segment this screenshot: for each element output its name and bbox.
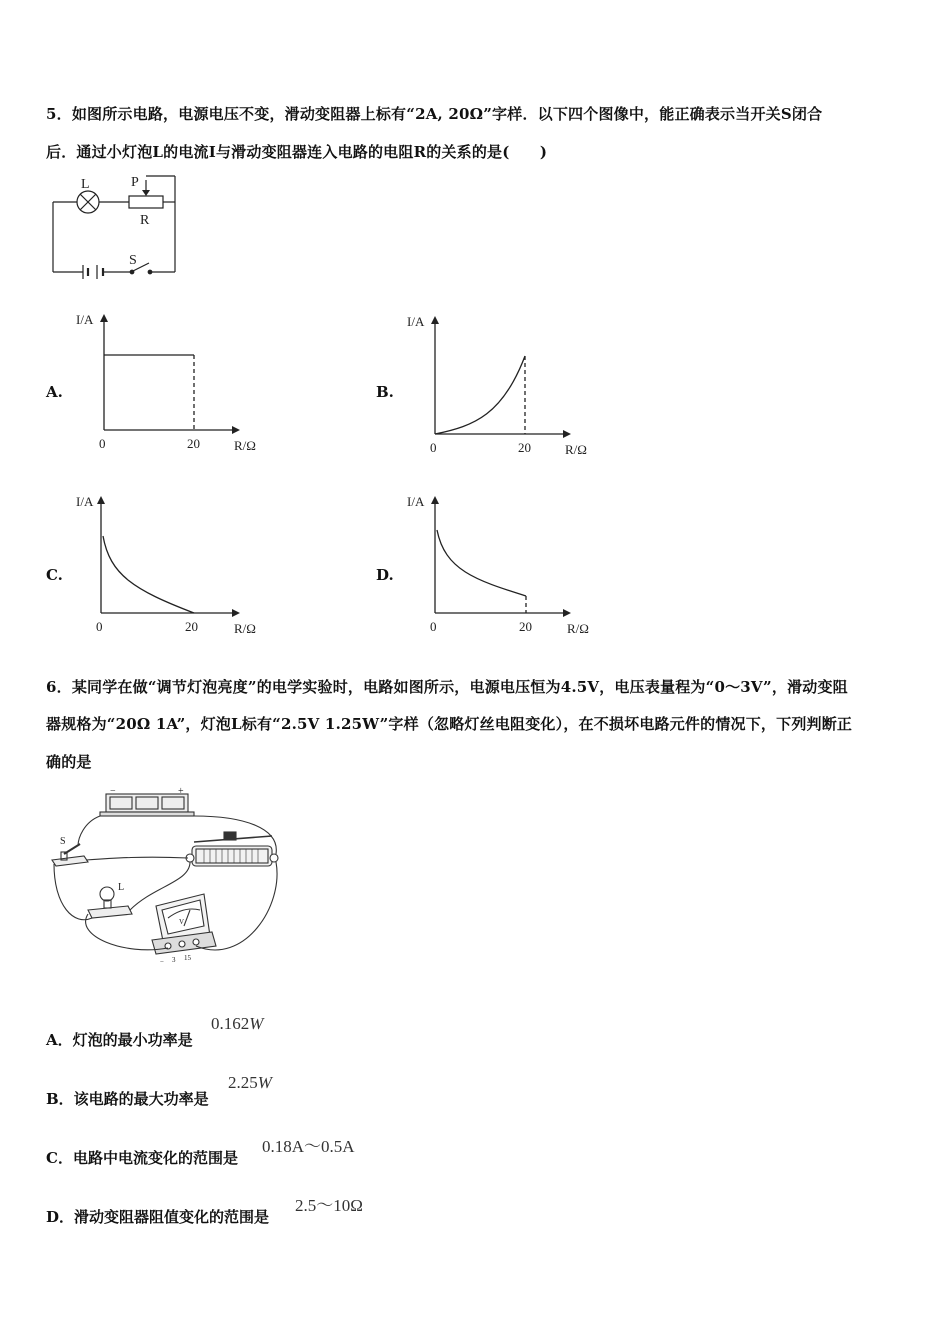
wire [54, 864, 92, 920]
origin-label: 0 [430, 440, 437, 455]
option-b-value [228, 1073, 272, 1093]
meter-label: V [179, 918, 185, 926]
tick-20-label: 20 [185, 619, 198, 634]
q5-circuit-diagram [45, 172, 185, 282]
y-label: I/A [76, 312, 94, 327]
option-b-number: 2.25 [228, 1073, 258, 1092]
graph-c [74, 490, 274, 640]
q6-circuit-illustration [44, 786, 294, 976]
q5-stem-line2: 后．通过小灯泡L的电流I与滑动变阻器连入电路的电阻R的关系的是( ) [46, 143, 548, 161]
terminal-15-label: 15 [184, 954, 191, 962]
graph-b-label: B. [376, 383, 394, 401]
option-a-text: A．灯泡的最小功率是 [46, 1031, 193, 1049]
tick-20-label: 20 [519, 619, 532, 634]
q6-stem-line3: 确的是 [46, 753, 92, 771]
q5-stem-line1: 5．如图所示电路，电源电压不变，滑动变阻器上标有“2A, 20Ω”字样．以下四个图像中，能正确表示当开关S闭合 [46, 105, 823, 123]
option-d-value: 2.5～10Ω [295, 1196, 363, 1215]
option-a-value [211, 1014, 263, 1034]
y-arrow [100, 314, 108, 322]
wire [86, 857, 188, 860]
switch-label: S [129, 253, 137, 268]
curve-d [437, 530, 526, 596]
terminal-minus-label: − [160, 958, 164, 966]
y-arrow [97, 496, 105, 504]
option-a-unit: W [249, 1014, 264, 1033]
lamp-label: L [118, 882, 125, 893]
battery-pack [100, 794, 194, 816]
lamp-holder [88, 887, 132, 918]
minus-terminal: − [110, 786, 116, 797]
tick-20-label: 20 [187, 436, 200, 451]
option-d-text: D．滑动变阻器阻值变化的范围是 [46, 1208, 270, 1226]
graph-d-label: D. [376, 566, 394, 584]
plus-terminal: + [178, 786, 184, 797]
y-arrow [431, 316, 439, 324]
terminal-3-label: 3 [172, 956, 176, 964]
tick-20-label: 20 [518, 440, 531, 455]
curve-c [103, 536, 194, 613]
x-arrow [563, 609, 571, 617]
graph-b [405, 310, 605, 460]
lamp-label: L [81, 177, 90, 192]
x-label: R/Ω [567, 621, 589, 636]
resistor-symbol [129, 196, 163, 208]
x-arrow [232, 426, 240, 434]
x-label: R/Ω [565, 442, 587, 457]
y-label: I/A [407, 494, 425, 509]
origin-label: 0 [430, 619, 437, 634]
y-arrow [431, 496, 439, 504]
option-b-unit: W [257, 1073, 272, 1092]
graph-d [405, 490, 605, 640]
origin-label: 0 [99, 436, 106, 451]
option-c-value: 0.18A～0.5A [262, 1137, 355, 1156]
option-c-text: C．电路中电流变化的范围是 [46, 1149, 238, 1167]
q6-stem-line1: 6．某同学在做“调节灯泡亮度”的电学实验时，电路如图所示，电源电压恒为4.5V，电压表量程为“0～3V”，滑动变阻 [46, 678, 848, 696]
x-arrow [563, 430, 571, 438]
option-b-text: B．该电路的最大功率是 [46, 1090, 209, 1108]
x-label: R/Ω [234, 621, 256, 636]
graph-a-label: A. [46, 383, 63, 401]
knife-switch [52, 844, 88, 866]
wire [78, 816, 100, 846]
y-label: I/A [407, 314, 425, 329]
resistor-label: R [140, 213, 150, 228]
origin-label: 0 [96, 619, 103, 634]
graph-a [74, 308, 274, 458]
slider-label: P [131, 175, 139, 190]
x-arrow [232, 609, 240, 617]
rheostat [186, 832, 278, 866]
x-label: R/Ω [234, 438, 256, 453]
graph-c-label: C. [46, 566, 63, 584]
slider-symbol [142, 176, 175, 202]
curve-b [435, 356, 525, 434]
lamp-symbol [77, 191, 99, 213]
option-a-number: 0.162 [211, 1014, 250, 1033]
switch-label: S [60, 836, 66, 847]
y-label: I/A [76, 494, 94, 509]
q6-stem-line2: 器规格为“20Ω 1A”，灯泡L标有“2.5V 1.25W”字样（忽略灯丝电阻变化），在不损坏电路元件的情况下，下列判断正 [46, 715, 853, 733]
battery-symbol [83, 265, 103, 279]
